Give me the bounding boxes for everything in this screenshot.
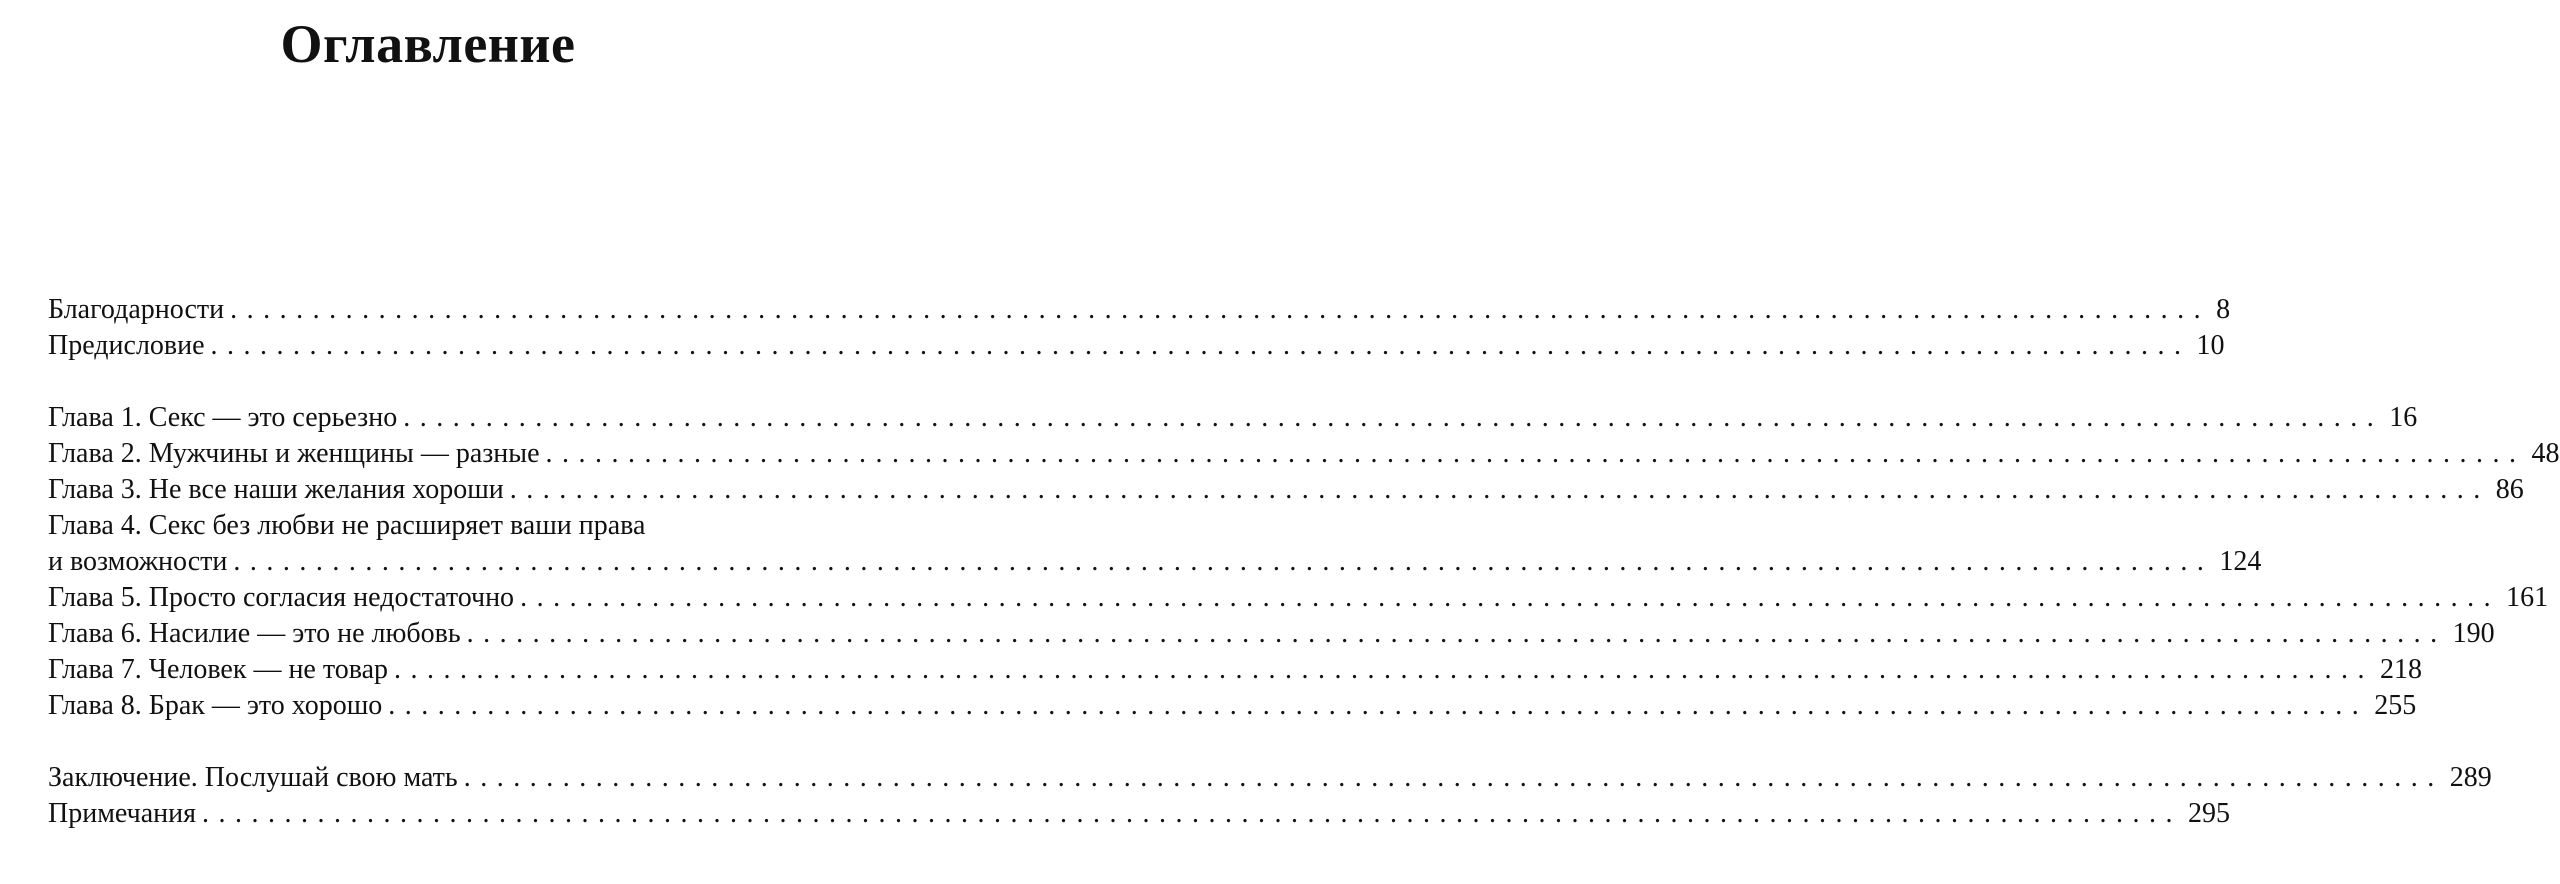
toc-entry-label: Предисловие [48,330,205,361]
toc-dot-leader: ........................................................................................................................ [388,690,2369,721]
toc-page-number: 86 [2495,474,2524,505]
toc-entry-chapter-4[interactable] [48,544,2262,580]
toc-entry-label: Заключение. Послушай свою мать [48,762,458,793]
toc-dot-leader: ........................................................................................................................ [210,330,2191,361]
toc-page-number: 255 [2374,690,2417,721]
toc-entry-preface[interactable] [48,328,2225,364]
toc-page-number: 161 [2506,582,2549,613]
toc-dot-leader: ........................................................................................................................ [202,798,2183,829]
toc-page-number: 295 [2188,798,2231,829]
toc-entry-label: Глава 6. Насилие — это не любовь [48,618,461,649]
toc-entry-conclusion[interactable] [48,760,2492,796]
toc-entry-label: Глава 3. Не все наши желания хороши [48,474,504,505]
toc-dot-leader: ........................................................................................................................ [520,582,2501,613]
toc-entry-chapter-1[interactable] [48,400,2418,436]
toc-entry-acknowledgements[interactable] [48,292,2231,328]
toc-entry-chapter-4-line-1[interactable]: Глава 4. Секс без любви не расширяет ваши права [48,510,646,541]
toc-entry-label: Глава 2. Мужчины и женщины — разные [48,438,540,469]
toc-dot-leader: ........................................................................................................................ [230,294,2211,325]
section-spacer [48,364,803,400]
toc-dot-leader: ........................................................................................................................ [466,618,2447,649]
table-of-contents [48,292,2560,832]
toc-page-number: 289 [2449,762,2492,793]
toc-entry-chapter-5[interactable] [48,580,2549,616]
toc-dot-leader: ........................................................................................................................ [394,654,2375,685]
toc-page-number: 16 [2389,402,2418,433]
toc-entry-label: Глава 7. Человек — не товар [48,654,389,685]
toc-page-number: 48 [2531,438,2560,469]
toc-dot-leader: ........................................................................................................................ [233,546,2214,577]
toc-dot-leader: ........................................................................................................................ [463,762,2444,793]
toc-page-number: 10 [2196,330,2225,361]
toc-entry-chapter-6[interactable] [48,616,2495,652]
toc-page-number: 8 [2216,294,2231,325]
toc-entry-label: и возможности [48,546,228,577]
toc-entry-label: Глава 1. Секс — это серьезно [48,402,398,433]
section-spacer [48,724,803,760]
toc-page-number: 218 [2380,654,2423,685]
toc-page-number: 124 [2219,546,2262,577]
toc-dot-leader: ........................................................................................................................ [403,402,2384,433]
toc-entry-label: Глава 8. Брак — это хорошо [48,690,383,721]
toc-entry-label: Глава 5. Просто согласия недостаточно [48,582,515,613]
toc-entry-chapter-7[interactable] [48,652,2423,688]
toc-entry-notes[interactable] [48,796,2231,832]
toc-entry-chapter-8[interactable] [48,688,2417,724]
toc-entry-label: Примечания [48,798,197,829]
toc-entry-chapter-2[interactable] [48,436,2560,472]
toc-entry-chapter-3[interactable] [48,472,2524,508]
toc-page-number: 190 [2452,618,2495,649]
page-title: Оглавление [280,14,576,74]
toc-dot-leader: ........................................................................................................................ [509,474,2490,505]
toc-dot-leader: ........................................................................................................................ [545,438,2526,469]
toc-entry-label: Благодарности [48,294,225,325]
